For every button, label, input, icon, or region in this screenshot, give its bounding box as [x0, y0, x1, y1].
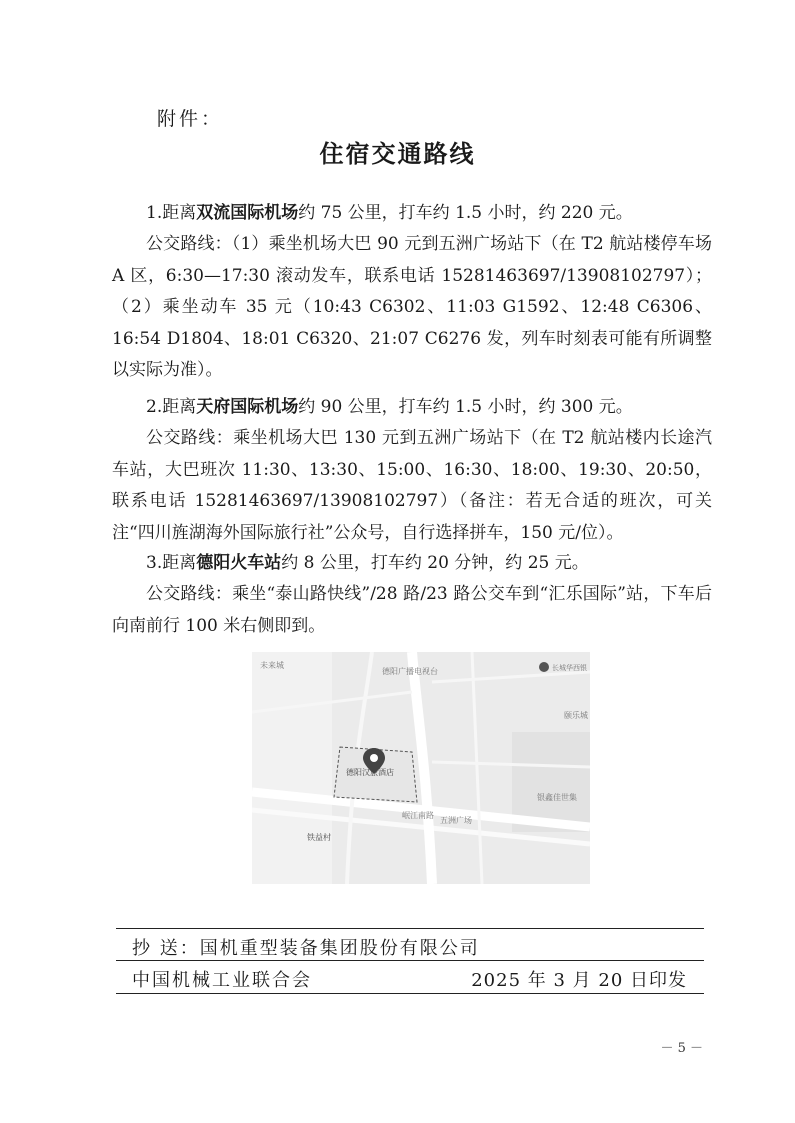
cc-value: 国机重型装备集团股份有限公司	[199, 938, 480, 959]
map-label-top-left: 未来城	[260, 661, 284, 670]
item-2-distance	[112, 392, 712, 424]
map-label-right-lower: 银鑫佳世集	[537, 793, 577, 802]
map-label-square: 五洲广场	[440, 816, 472, 825]
issue-date: 2025 年 3 月 20 日印发	[471, 970, 687, 991]
item-2-route: 公交路线：乘坐机场大巴 130 元到五洲广场站下（在 T2 航站楼内长途汽车站，大巴班次 11:30、13:30、15:00、16:30、18:00、19:30、20:50，联系电话 15281463697/13908102797）（备注：若无合适的班次，可关注“四川旌湖海外国际旅行社”公众号，自行选择拼车，150 元/位）。	[112, 428, 712, 543]
issuer: 中国机械工业联合会	[132, 970, 312, 991]
item-1-distance-text: 约 75 公里，打车约 1.5 小时，约 220 元。	[298, 203, 633, 223]
item-1-destination: 双流国际机场	[196, 203, 299, 223]
item-3-destination: 德阳火车站	[196, 553, 282, 573]
map-label-bottom-left: 铁益村	[307, 833, 331, 842]
location-map	[252, 652, 590, 884]
item-1-route: 公交路线：（1）乘坐机场大巴 90 元到五洲广场站下（在 T2 航站楼停车场 A 区，6:30—17:30 滚动发车，联系电话 15281463697/13908102797）；（2）乘坐动车 35 元（10:43 C6302、11:03 G1592、12:48 C6306、16:54 D1804、18:01 C6320、21:07 C6276 发，列车时刻表可能有所调整以实际为准）。	[112, 234, 712, 380]
item-1-distance	[112, 198, 712, 230]
footer-rule-bottom	[116, 993, 704, 994]
map-label-right-mid: 颐乐城	[564, 711, 588, 720]
item-2-prefix: 2.距离	[146, 397, 197, 417]
footer-rule-top	[116, 928, 704, 929]
map-label-hotel: 德阳汉旅酒店	[346, 768, 394, 777]
cc-label: 抄 送：	[132, 938, 200, 959]
item-1-prefix: 1.距离	[146, 203, 197, 223]
page-title: 住宿交通路线	[319, 140, 476, 168]
map-graphic	[252, 652, 590, 884]
item-3-distance	[112, 548, 712, 580]
item-3-route: 公交路线：乘坐“泰山路快线”/28 路/23 路公交车到“汇乐国际”站，下车后向南前行 100 米右侧即到。	[112, 584, 712, 636]
map-label-top-right: 长城华西银	[552, 664, 587, 672]
page-number: － 5 －	[660, 1041, 703, 1056]
poi-pin-icon	[539, 662, 549, 672]
map-label-top-center: 德阳广播电视台	[382, 667, 438, 676]
footer-rule-middle	[116, 960, 704, 961]
attachment-label: 附件：	[157, 108, 224, 130]
item-3-distance-text: 约 8 公里，打车约 20 分钟，约 25 元。	[281, 553, 589, 573]
map-label-road: 岷江南路	[402, 811, 434, 820]
item-2-distance-text: 约 90 公里，打车约 1.5 小时，约 300 元。	[298, 397, 633, 417]
cc-row	[132, 934, 480, 960]
item-3-prefix: 3.距离	[146, 553, 197, 573]
item-2-destination: 天府国际机场	[196, 397, 299, 417]
